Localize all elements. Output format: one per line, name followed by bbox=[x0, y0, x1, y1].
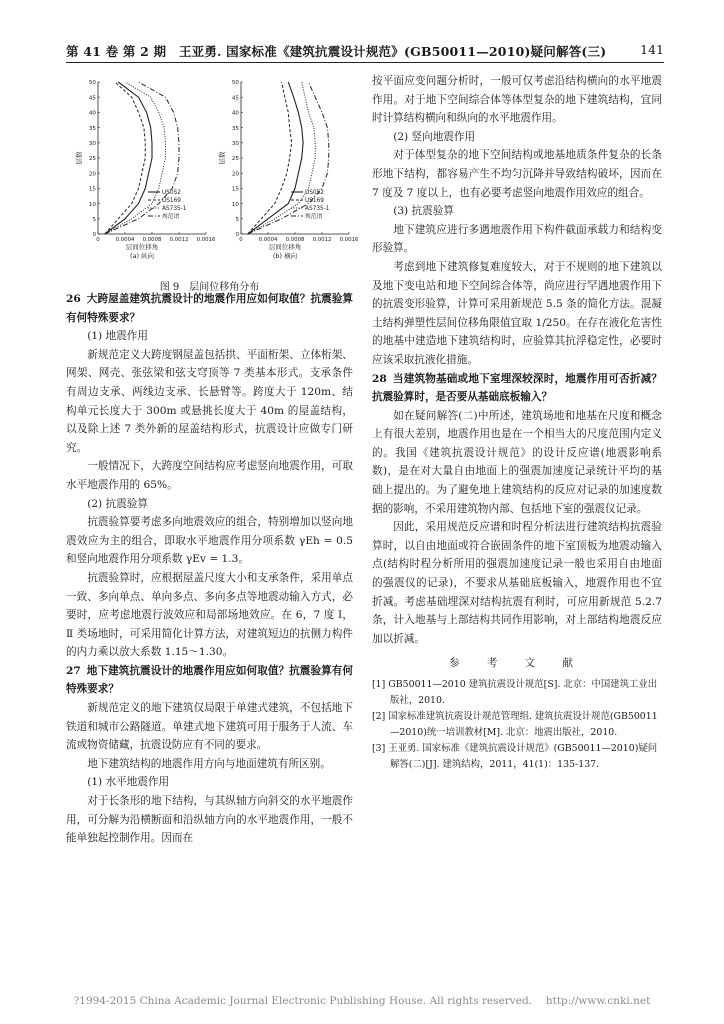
reference-item: [2] 国家标准建筑抗震设计规范管理组. 建筑抗震设计规范(GB50011—2010)统一培训教材[M]. 北京：地震出版社，2010. bbox=[372, 711, 658, 738]
question-title: 地下建筑抗震设计的地震作用应如何取值？抗震验算有何特殊要求？ bbox=[66, 664, 353, 696]
y-tick-label: 50 bbox=[231, 80, 239, 87]
y-tick-label: 10 bbox=[88, 201, 96, 208]
x-tick-label: 0.0016 bbox=[196, 237, 216, 243]
x-axis-label: 层间位移角 bbox=[125, 243, 159, 251]
y-tick-label: 45 bbox=[88, 95, 96, 102]
paragraph: 地下建筑应进行多遇地震作用下构件截面承载力和结构变形验算。 bbox=[372, 223, 662, 255]
y-tick-label: 45 bbox=[231, 95, 239, 102]
panel-sub-caption: (b) 横向 bbox=[272, 252, 298, 260]
references-title: 参 考 文 献 bbox=[448, 657, 585, 670]
copyright-footer: ?1994-2015 China Academic Journal Electronic Publishing House. All rights reserved. http://www.cnki.net bbox=[73, 995, 651, 1007]
page-header bbox=[66, 38, 664, 63]
series-line-as735-1 bbox=[105, 82, 166, 234]
y-tick-label: 20 bbox=[88, 171, 96, 178]
subheading: (1) 水平地震作用 bbox=[87, 776, 170, 789]
running-title: 第 41 卷 第 2 期 王亚勇. 国家标准《建筑抗震设计规范》(GB50011—2010)疑问解答(三) bbox=[66, 44, 607, 59]
paragraph: 如在疑问解答(二)中所述，建筑场地和地基在尺度和概念上有很大差别，地震作用也是在一个相当大的尺度范围内定义的。我国《建筑抗震设计规范》的设计反应谱(地震影响系数)，是在对大量自由地面上的强震加速度记录统计平均的基础上提出的。为了避免地上建筑结构的反应对记录的加速度数据的影响，不采用建筑物内部、包括地下室的强震仪记录。 bbox=[372, 409, 662, 515]
y-tick-label: 0 bbox=[235, 232, 239, 239]
paragraph: 对于体型复杂的地下空间结构或地基地质条件复杂的长条形地下结构，都容易产生不均匀沉降并导致结构破坏，因而在 7 度及 7 度以上，也有必要考虑竖向地震作用效应的组合。 bbox=[372, 149, 662, 199]
page-number: 141 bbox=[640, 42, 664, 57]
x-tick-label: 0.0004 bbox=[115, 237, 135, 243]
y-tick-label: 35 bbox=[231, 125, 239, 132]
x-tick-label: 0 bbox=[239, 237, 243, 243]
paragraph: 抗震验算要考虑多向地震效应的组合，特别增加以竖向地震效应为主的组合，即取水平地震作用分项系数 γEh = 0.5 和竖向地震作用分项系数 γEv = 1.3。 bbox=[66, 516, 353, 566]
legend-label: 规范谱 bbox=[305, 214, 323, 221]
reference-item: [1] GB50011—2010 建筑抗震设计规范[S]. 北京：中国建筑工业出版社，2010. bbox=[372, 679, 658, 706]
x-tick-label: 0.0012 bbox=[312, 237, 332, 243]
reference-item: [3] 王亚勇. 国家标准《建筑抗震设计规范》(GB50011—2010)疑问解答(二)[J]. 建筑结构，2011，41(1)：135-137. bbox=[372, 743, 658, 770]
left-column bbox=[66, 72, 359, 848]
y-tick-label: 40 bbox=[231, 110, 239, 117]
x-tick-label: 0.0012 bbox=[169, 237, 189, 243]
y-axis-label: 层数 bbox=[218, 151, 226, 165]
y-tick-label: 40 bbox=[88, 110, 96, 117]
series-line-us169 bbox=[105, 82, 146, 234]
paragraph: 抗震验算时，应根据屋盖尺度大小和支承条件，采用单点一致、多向单点、单向多点、多向多点等地震动输入方式，必要时，应考虑地震行波效应和局部场地效应。在 6，7 度 Ⅰ，Ⅱ 类场地时，可采用简化计算方法，对建筑短边的抗侧力构件的内力乘以放大系数 1.15～1.30。 bbox=[66, 571, 353, 659]
y-tick-label: 30 bbox=[231, 141, 239, 147]
x-tick-label: 0.0016 bbox=[339, 237, 359, 243]
y-tick-label: 15 bbox=[231, 186, 239, 193]
question-27 bbox=[66, 662, 353, 699]
legend-label: AS735-1 bbox=[305, 206, 330, 213]
y-tick-label: 5 bbox=[92, 217, 96, 223]
paragraph: 地下建筑结构的地震作用方向与地面建筑有所区别。 bbox=[87, 757, 331, 770]
paragraph: 对于长条形的地下结构，与其纵轴方向斜交的水平地震作用，可分解为沿横断面和沿纵轴方向的水平地震作用，一般不能单独起控制作用。因而在 bbox=[66, 795, 353, 845]
question-title: 当建筑物基础或地下室埋深较深时，地震作用可否折减？抗震验算时，是否要从基础底板输入？ bbox=[372, 372, 662, 404]
x-tick-label: 0.0008 bbox=[142, 237, 162, 243]
y-tick-label: 50 bbox=[88, 80, 96, 87]
subheading: (1) 地震作用 bbox=[87, 330, 148, 343]
y-tick-label: 25 bbox=[88, 156, 96, 163]
series-line-us052 bbox=[105, 82, 152, 234]
subheading: (3) 抗震验算 bbox=[393, 205, 454, 218]
figure-caption: 图 9 层间位移角分布 bbox=[159, 281, 260, 293]
paragraph: 一般情况下，大跨度空间结构应考虑竖向地震作用，可取水平地震作用的 65%。 bbox=[66, 460, 353, 491]
y-tick-label: 35 bbox=[88, 125, 96, 132]
references-list bbox=[372, 677, 662, 773]
x-axis-label: 层间位移角 bbox=[268, 243, 302, 251]
legend-label: US052 bbox=[305, 190, 324, 197]
panel-sub-caption: (a) 纵向 bbox=[129, 252, 155, 260]
legend-label: US169 bbox=[162, 198, 181, 205]
series-line-us169 bbox=[248, 82, 292, 234]
paragraph: 按平面应变问题分析时，一般可仅考虑沿结构横向的水平地震作用。对于地下空间综合体等体型复杂的地下建筑结构，宜同时计算结构横向和纵向的水平地震作用。 bbox=[372, 75, 662, 125]
y-tick-label: 10 bbox=[231, 201, 239, 208]
subheading: (2) 竖向地震作用 bbox=[393, 130, 476, 143]
legend-label: US052 bbox=[162, 190, 181, 197]
question-28 bbox=[372, 370, 662, 407]
y-tick-label: 15 bbox=[88, 186, 96, 193]
y-tick-label: 25 bbox=[231, 156, 239, 163]
paragraph: 新规范定义的地下建筑仅局限于单建式建筑，不包括地下铁道和城市公路隧道。单建式地下建筑可用于服务于人流、车流或物资储藏，抗震设防应有不同的要求。 bbox=[66, 702, 353, 752]
paragraph: 新规范定义大跨度钢屋盖包括拱、平面桁架、立体桁架、网架、网壳、张弦梁和弦支穹顶等 7 类基本形式。支承条件有周边支承、两线边支承、长悬臂等。跨度大于 120m、结构单元长度大于 300m 或悬挑长度大于 40m 的屋盖结构，以及除上述 7 类外新的屋盖结构形式，抗震设计应做专门研究。 bbox=[66, 348, 353, 454]
figure-9-plots bbox=[66, 72, 359, 268]
figure-9 bbox=[66, 72, 359, 293]
paragraph: 考虑到地下建筑修复难度较大，对于不规则的地下建筑以及地下变电站和地下空间综合体等，尚应进行罕遇地震作用下的抗震变形验算，计算可采用新规范 5.5 条的简化方法。混凝土结构弹塑性层间位移角限值宜取 1/250。在存在液化危害性的地基中建造地下建筑结构时，应验算其抗浮稳定性，必要时应该采取抗液化措施。 bbox=[372, 260, 662, 366]
legend-label: AS735-1 bbox=[162, 206, 187, 213]
y-tick-label: 30 bbox=[88, 141, 96, 147]
paragraph: 因此，采用规范反应谱和时程分析法进行建筑结构抗震验算时，以自由地面或符合嵌固条件的地下室顶板为地震动输入点(结构时程分析所用的强震加速度记录一般也采用自由地面的强震仪的记录)，不要求从基础底板输入，地震作用也不宜折减。考虑基础埋深对结构抗震有利时，可应用新规范 5.2.7 条，计入地基与上部结构共同作用影响，对上部结构地震反应加以折减。 bbox=[372, 521, 662, 645]
x-tick-label: 0.0004 bbox=[258, 237, 278, 243]
question-number: 27 bbox=[66, 664, 81, 677]
y-tick-label: 5 bbox=[235, 217, 239, 223]
question-number: 28 bbox=[372, 372, 387, 385]
y-tick-label: 0 bbox=[92, 232, 96, 239]
question-number: 26 bbox=[66, 293, 81, 305]
x-tick-label: 0.0008 bbox=[285, 237, 305, 243]
subheading: (2) 抗震验算 bbox=[87, 497, 148, 510]
x-tick-label: 0 bbox=[96, 237, 100, 243]
y-tick-label: 20 bbox=[231, 171, 239, 178]
legend-label: 规范谱 bbox=[162, 214, 180, 221]
right-column bbox=[372, 72, 662, 773]
y-axis-label: 层数 bbox=[75, 151, 83, 165]
question-title: 大跨屋盖建筑抗震设计的地震作用应如何取值？抗震验算有何特殊要求？ bbox=[66, 293, 353, 324]
legend-label: US169 bbox=[305, 198, 324, 205]
